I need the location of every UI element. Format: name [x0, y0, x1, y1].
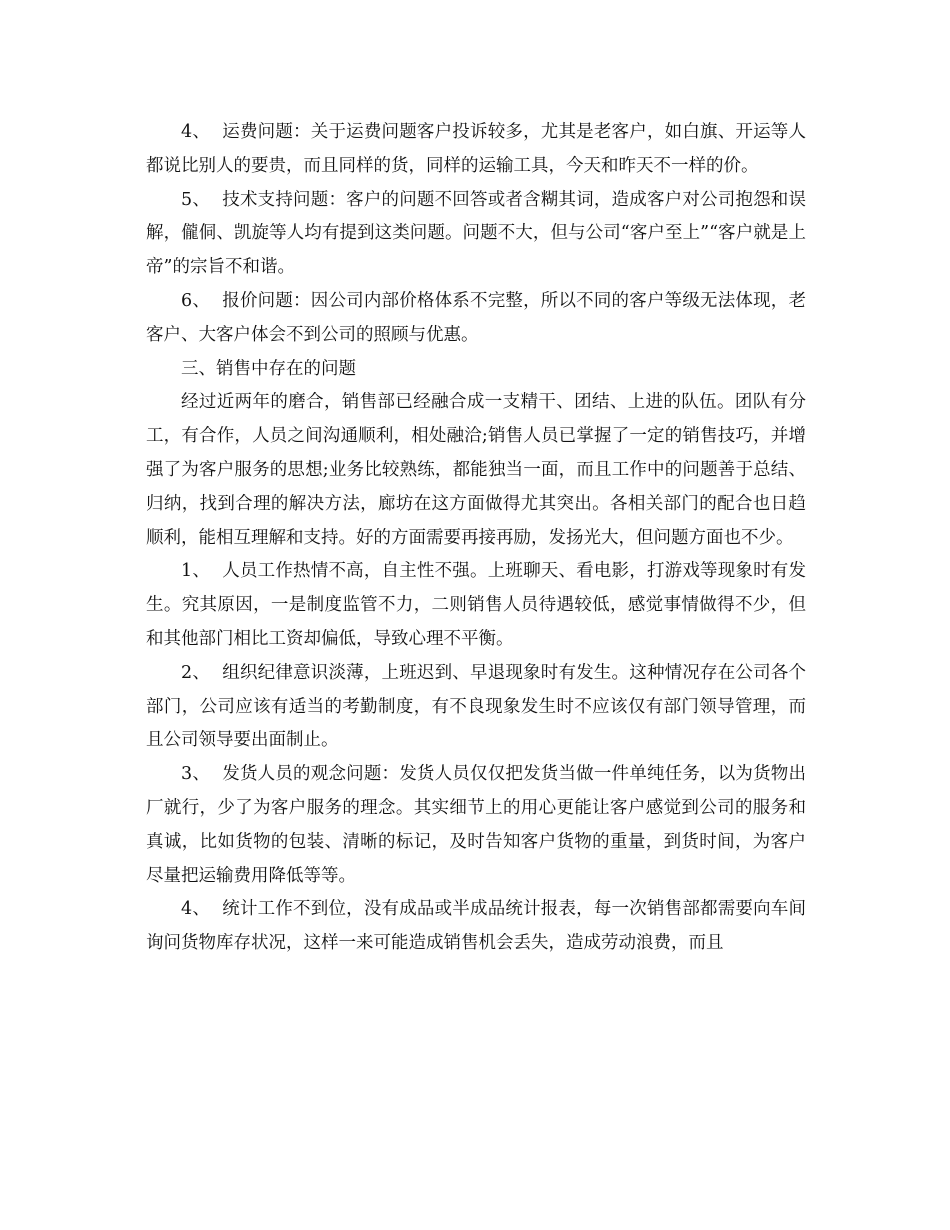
- item-number: 4、: [181, 122, 211, 142]
- item-number: 5、: [181, 189, 211, 210]
- paragraph-text: 人员工作热情不高，自主性不强。上班聊天、看电影，打游戏等现象时有发生。究其原因，一是制度监管不力，二则销售人员待遇较低，感觉事情做得不少，但和其他部门相比工资却偏低，导致心理不平衡。: [146, 561, 806, 649]
- paragraph-quotation: [146, 285, 806, 353]
- paragraph-intro: 经过近两年的磨合，销售部已经融合成一支精干、团结、上进的队伍。团队有分工，有合作，人员之间沟通顺利，相处融洽;销售人员已掌握了一定的销售技巧，并增强了为客户服务的思想;业务比较熟练，都能独当一面，而且工作中的问题善于总结、归纳，找到合理的解决方法，廊坊在这方面做得尤其突出。各相关部门的配合也日趋顺利，能相互理解和支持。好的方面需要再接再励，发扬光大，但问题方面也不少。: [146, 392, 806, 548]
- paragraph-text: 运费问题：关于运费问题客户投诉较多，尤其是老客户，如白旗、开运等人都说比别人的要贵，而且同样的货，同样的运输工具，今天和昨天不一样的价。: [146, 122, 806, 176]
- paragraph-problem-3: [146, 758, 806, 893]
- document-page: [146, 116, 806, 961]
- section-heading: 三、销售中存在的问题: [181, 358, 356, 379]
- paragraph-problem-2: [146, 657, 806, 758]
- paragraph-text: 统计工作不到位，没有成品或半成品统计报表，每一次销售部都需要向车间询问货物库存状况，这样一来可能造成销售机会丢失，造成劳动浪费，而且: [146, 899, 806, 954]
- item-number: 4、: [181, 899, 211, 920]
- item-number: 3、: [181, 764, 211, 785]
- paragraph-text: 技术支持问题：客户的问题不回答或者含糊其词，造成客户对公司抱怨和误解，儱侗、凯旋等人均有提到这类问题。问题不大，但与公司“客户至上”“客户就是上帝”的宗旨不和谐。: [146, 189, 806, 278]
- paragraph-problem-4: [146, 893, 806, 961]
- item-number: 1、: [181, 561, 211, 582]
- paragraph-text: 报价问题：因公司内部价格体系不完整，所以不同的客户等级无法体现，老客户、大客户体会不到公司的照顾与优惠。: [146, 290, 806, 345]
- paragraph-tech-support: [146, 184, 806, 285]
- paragraph-problem-1: [146, 555, 806, 656]
- paragraph-text: 发货人员的观念问题：发货人员仅仅把发货当做一件单纯任务，以为货物出厂就行，少了为客户服务的理念。其实细节上的用心更能让客户感觉到公司的服务和真诚，比如货物的包装、清晰的标记，及时告知客户货物的重量，到货时间，为客户尽量把运输费用降低等等。: [146, 764, 806, 886]
- item-number: 2、: [181, 662, 211, 683]
- paragraph-text: 组织纪律意识淡薄，上班迟到、早退现象时有发生。这种情况存在公司各个部门，公司应该有适当的考勤制度，有不良现象发生时不应该仅有部门领导管理，而且公司领导要出面制止。: [146, 662, 806, 751]
- paragraph-transport-cost: [146, 116, 806, 184]
- item-number: 6、: [181, 290, 211, 311]
